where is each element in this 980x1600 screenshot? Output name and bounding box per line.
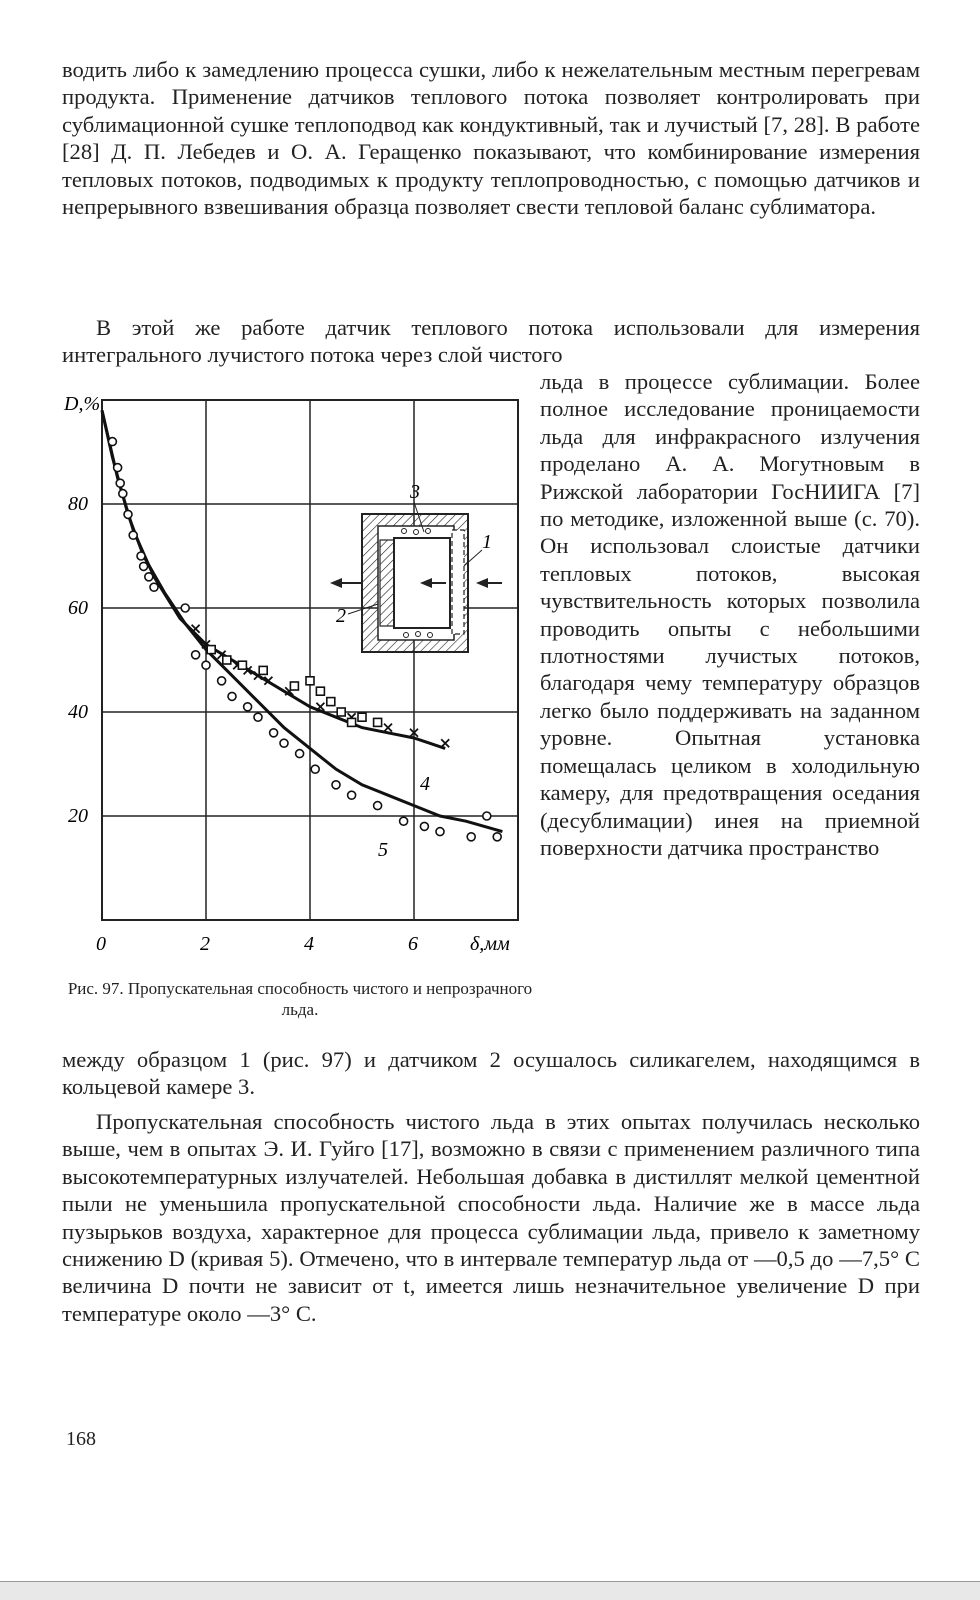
text-wrap-column [540,368,920,861]
data-point-circle [124,510,132,518]
data-point-circle [332,781,340,789]
data-point-circle [202,661,210,669]
data-point-circle [114,464,122,472]
figure-97 [62,390,538,1050]
x-tick-label: 4 [304,933,314,955]
data-point-square [207,646,215,654]
chart-grid [102,400,518,920]
paragraph-1: водить либо к замедлению процесса сушки, либо к нежелательным местным перегревам продукта. Применение датчиков теплового потока позволяет контролировать при сублимационной сушке теплоподвод как кондуктивный, так и лучистый [7, 28]. В работе [28] Д. П. Лебедев и О. А. Геращенко показывают, что комбинирование измерения тепловых потоков, подводимых к продукту теплопроводностью, с помощью датчиков и непрерывного взвешивания образца позволяет свести тепловой баланс сублиматора. [62,57,920,220]
data-point-square [348,718,356,726]
data-point-square [259,666,267,674]
page-number: 168 [66,1428,96,1450]
curve-label-5: 5 [378,839,388,861]
data-point-circle [145,573,153,581]
x-tick-label: 0 [96,933,106,955]
data-point-square [223,656,231,664]
data-point-circle [218,677,226,685]
data-point-square [290,682,298,690]
y-axis-label: D,% [64,393,101,415]
paragraph-3 [62,1108,920,1327]
data-point-circle [483,812,491,820]
paragraph-2-top [62,314,920,369]
paragraph-2-wrap: льда в процессе сублимации. Более полное исследование проницаемости льда для инфракрасного излучения проделано А. А. Могутновым в Рижской лаборатории ГосНИИГА [7] по методике, изложенной выше (с. 70). Он использовал слоистые датчики тепловых потоков, высокая чувствительность которых позволила проводить опыты с небольшими плотностями лучистых потоков, благодаря чему температуру образцов легко было поддерживать на заданном уровне. Опытная установка помещалась целиком в холодильную камеру, для предотвращения оседания (десублимации) инея на приемной поверхности датчика пространство [540,369,920,860]
data-point-circle [119,490,127,498]
data-point-square [374,718,382,726]
x-axis-label: δ,мм [470,933,510,955]
data-point-circle [228,692,236,700]
y-tick-label: 20 [68,805,88,827]
y-tick-label: 60 [68,597,88,619]
data-point-square [238,661,246,669]
x-tick-label: 6 [408,933,418,955]
y-tick-label: 40 [68,701,88,723]
data-point-circle [181,604,189,612]
chart [62,390,538,970]
x-tick-label: 2 [200,933,210,955]
data-point-circle [311,765,319,773]
data-point-circle [420,822,428,830]
data-point-circle [493,833,501,841]
inset-label-sensor: 2 [336,605,346,627]
data-point-circle [116,479,124,487]
y-tick-label: 80 [68,493,88,515]
data-point-circle [280,739,288,747]
data-point-circle [140,562,148,570]
data-point-cross [192,625,200,633]
figure-caption: Рис. 97. Пропускательная способность чистого и непрозрачного льда. [67,979,533,1019]
data-point-square [337,708,345,716]
curve-label-4: 4 [420,773,430,795]
paragraph-2-top-text: В этой же работе датчик теплового потока использовали для измерения интегрального лучистого потока через слой чистого [62,315,920,368]
inset-label-sample: 1 [482,531,492,553]
inset-apparatus-diagram [330,481,502,652]
data-point-square [358,713,366,721]
data-point-square [316,687,324,695]
data-point-circle [137,552,145,560]
data-point-square [327,698,335,706]
data-point-circle [270,729,278,737]
data-point-circle [254,713,262,721]
data-point-circle [400,817,408,825]
data-point-circle [129,531,137,539]
data-point-circle [467,833,475,841]
paragraph-2-bottom: между образцом 1 (рис. 97) и датчиком 2 осушалось силикагелем, находящимся в кольцевой камере 3. [62,1047,920,1100]
inset-label-chamber: 3 [410,481,420,503]
data-point-circle [150,583,158,591]
data-point-circle [436,828,444,836]
data-point-cross [384,724,392,732]
data-point-circle [348,791,356,799]
scan-bottom-edge [0,1581,980,1600]
data-point-circle [108,438,116,446]
data-point-cross [441,739,449,747]
paragraph-3-text: Пропускательная способность чистого льда в этих опытах получилась несколько выше, чем в опытах Э. И. Гуйго [17], возможно в связи с применением различного типа высокотемпературных излучателей. Небольшая добавка в дистиллят мелкой цементной пыли не уменьшила пропускательной способности льда. Наличие же в массе льда пузырьков воздуха, характерное для процесса сублимации льда, привело к заметному снижению D (кривая 5). Отмечено, что в интервале температур льда от —0,5 до —7,5° С величина D почти не зависит от t, имеется лишь незначительное увеличение D при температуре около —3° С. [62,1109,920,1326]
data-point-circle [296,750,304,758]
data-point-square [306,677,314,685]
data-point-circle [244,703,252,711]
data-point-circle [192,651,200,659]
data-point-circle [374,802,382,810]
